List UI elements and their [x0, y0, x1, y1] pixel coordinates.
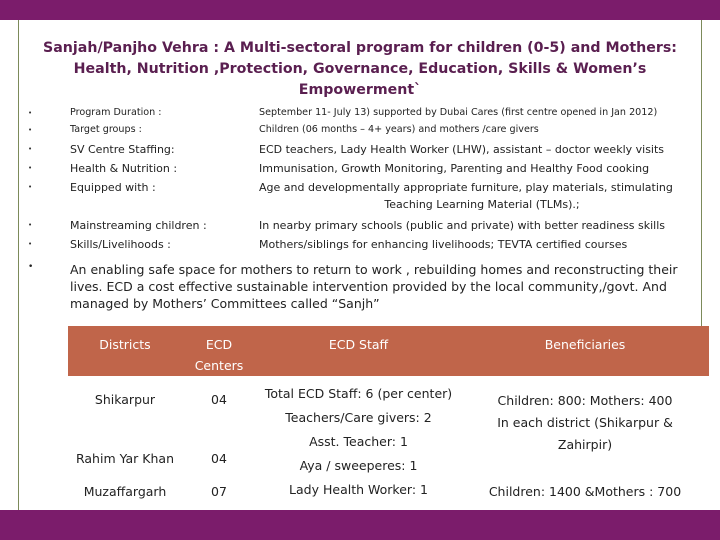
district-centers: 07	[182, 480, 256, 537]
mainstreaming-label: Mainstreaming children :	[70, 219, 207, 232]
bullet-icon: •	[28, 164, 33, 172]
target-groups-value: Children (06 months – 4+ years) and mothers /care givers	[259, 124, 539, 135]
staffing-value: ECD teachers, Lady Health Worker (LHW), assistant – doctor weekly visits	[259, 143, 665, 156]
staffing-label: SV Centre Staffing:	[70, 143, 175, 156]
equipped-value: Age and developmentally appropriate furniture, play materials, stimulating	[259, 181, 673, 194]
health-nutrition-label: Health & Nutrition :	[70, 162, 178, 175]
program-duration-label: Program Duration :	[70, 107, 162, 118]
header-districts: Districts	[68, 326, 182, 376]
beneficiary-line: Zahirpir)	[557, 437, 613, 452]
districts-table	[68, 326, 709, 537]
header-ecd-staff: ECD Staff	[256, 326, 461, 376]
staff-line: Asst. Teacher: 1	[309, 434, 408, 449]
bullet-icon: •	[28, 183, 33, 191]
staff-line: Aya / sweeperes: 1	[299, 458, 418, 473]
program-duration-value: September 11- July 13) supported by Dubai Cares (first centre opened in Jan 2012)	[259, 107, 658, 118]
top-bar	[0, 0, 720, 20]
health-nutrition-value: Immunisation, Growth Monitoring, Parenting and Healthy Food cooking	[259, 162, 650, 175]
mainstreaming-value: In nearby primary schools (public and private) with better readiness skills	[259, 219, 666, 232]
bottom-bar	[0, 510, 720, 540]
bullet-icon: •	[28, 240, 33, 248]
table-row	[68, 376, 709, 443]
district-centers: 04	[182, 376, 256, 443]
staff-line: Lady Health Worker: 1	[289, 482, 428, 497]
target-groups-label: Target groups :	[70, 124, 142, 135]
beneficiary-line: In each district (Shikarpur &	[497, 415, 673, 430]
equipped-label: Equipped with :	[70, 181, 156, 194]
staff-line: Teachers/Care givers: 2	[285, 410, 432, 425]
bullet-icon: •	[28, 109, 33, 117]
summary-paragraph: An enabling safe space for mothers to return to work , rebuilding homes and reconstructing their lives. ECD a cost effective sustainable intervention provided by the local community,/govt. And managed by Mothers’ Committees called “Sanjh”	[70, 262, 678, 311]
header-ecd-centers-text: ECD Centers	[194, 337, 244, 373]
table-header-row	[68, 326, 709, 376]
header-ecd-centers	[182, 326, 256, 376]
bullet-icon: •	[28, 126, 33, 134]
district-name: Shikarpur	[68, 376, 182, 443]
staff-line: Total ECD Staff: 6 (per center)	[264, 386, 453, 401]
beneficiaries-cell-2: Children: 1400 &Mothers : 700	[461, 480, 709, 537]
district-name: Muzaffargarh	[68, 480, 182, 537]
slide-title: Sanjah/Panjho Vehra : A Multi-sectoral program for children (0-5) and Mothers: Health, Nutrition ,Protection, Governance, Education, Skills & Women’s Empowerment`	[43, 40, 677, 98]
beneficiary-line: Children: 800: Mothers: 400	[497, 393, 673, 408]
bullet-icon: •	[28, 262, 34, 272]
beneficiaries-cell-1	[461, 376, 709, 480]
equipped-continuation: Teaching Learning Material (TLMs).;	[384, 198, 580, 211]
bullet-icon: •	[28, 145, 33, 153]
district-centers: 04	[182, 443, 256, 480]
district-name: Rahim Yar Khan	[68, 443, 182, 480]
bullet-icon: •	[28, 221, 33, 229]
skills-value: Mothers/siblings for enhancing livelihoods; TEVTA certified courses	[259, 238, 628, 251]
header-beneficiaries: Beneficiaries	[461, 326, 709, 376]
skills-label: Skills/Livelihoods :	[70, 238, 171, 251]
